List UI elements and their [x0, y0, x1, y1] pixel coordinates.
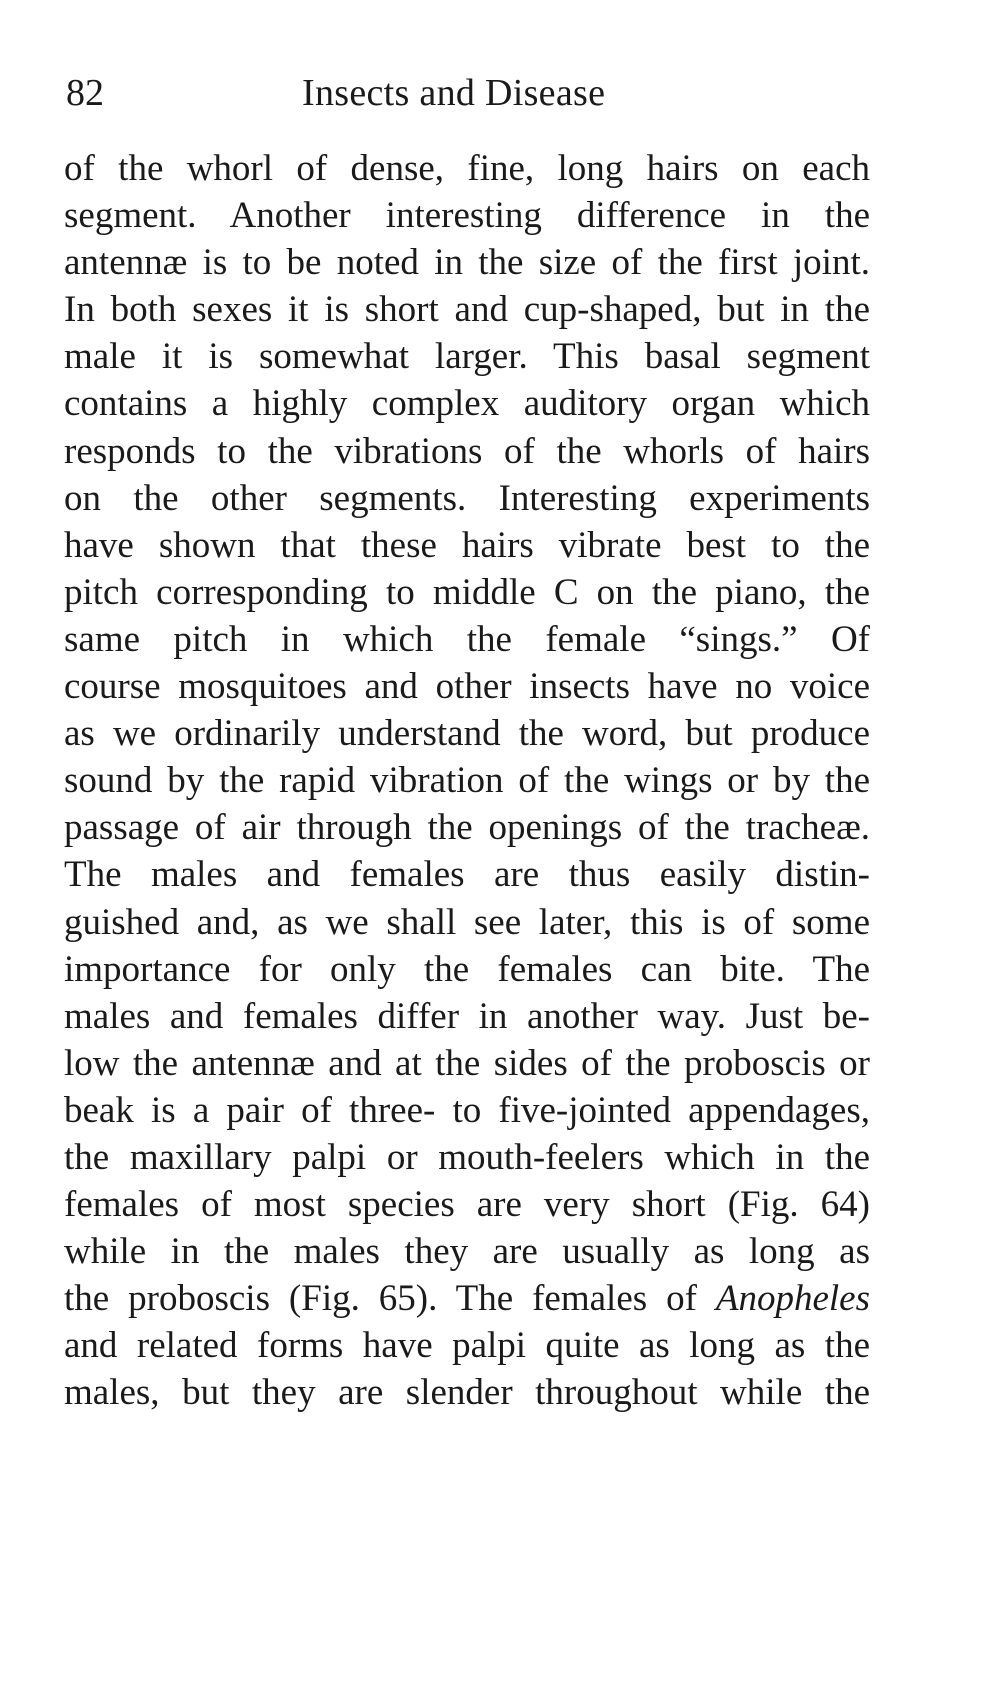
text-line: on the other segments. Interesting experiments — [64, 477, 870, 519]
text-line: of the whorl of dense, fine, long hairs on each — [64, 148, 870, 189]
body-text — [64, 145, 870, 1417]
text-line: low the antennæ and at the sides of the proboscis or — [64, 1042, 870, 1084]
text-line: The males and females are thus easily distin- — [64, 854, 870, 896]
text-line: females of most species are very short (Fig. 64) — [64, 1184, 870, 1226]
running-title: Insects and Disease — [302, 72, 606, 114]
italic-genus-name: Anopheles — [715, 1278, 870, 1320]
text-line: beak is a pair of three- to five-jointed appendages, — [64, 1089, 870, 1131]
page-number: 82 — [66, 72, 104, 114]
text-line: same pitch in which the female “sings.” Of — [64, 618, 870, 660]
page-header — [66, 68, 866, 118]
text-line: importance for only the females can bite. The — [64, 948, 870, 990]
text-line: passage of air through the openings of the tracheæ. — [64, 807, 870, 849]
text-line: pitch corresponding to middle C on the piano, the — [64, 571, 870, 613]
text-line: sound by the rapid vibration of the wings or by the — [64, 760, 870, 802]
text-line: course mosquitoes and other insects have no voice — [64, 666, 870, 708]
text-line: guished and, as we shall see later, this is of some — [64, 901, 870, 943]
text-line: have shown that these hairs vibrate best to the — [64, 524, 870, 566]
text-line: segment. Another interesting difference in the — [64, 195, 870, 237]
text-line: antennæ is to be noted in the size of the first joint. — [64, 242, 870, 284]
text-line: males and females differ in another way. Just be- — [64, 995, 870, 1037]
text-line: contains a highly complex auditory organ which — [64, 383, 870, 425]
text-line: the maxillary palpi or mouth-feelers which in the — [64, 1136, 870, 1178]
text-line: and related forms have palpi quite as long as the — [64, 1325, 870, 1367]
text-segment: the proboscis (Fig. 65). The females of — [64, 1278, 716, 1320]
text-line: as we ordinarily understand the word, but produce — [64, 713, 870, 755]
text-line: responds to the vibrations of the whorls of hairs — [64, 430, 870, 472]
text-line: while in the males they are usually as long as — [64, 1231, 870, 1273]
text-line: male it is somewhat larger. This basal segment — [64, 336, 870, 378]
text-line: In both sexes it is short and cup-shaped, but in the — [64, 289, 870, 331]
text-line: males, but they are slender throughout while the — [64, 1372, 870, 1414]
text-line-with-italic — [64, 1275, 870, 1322]
